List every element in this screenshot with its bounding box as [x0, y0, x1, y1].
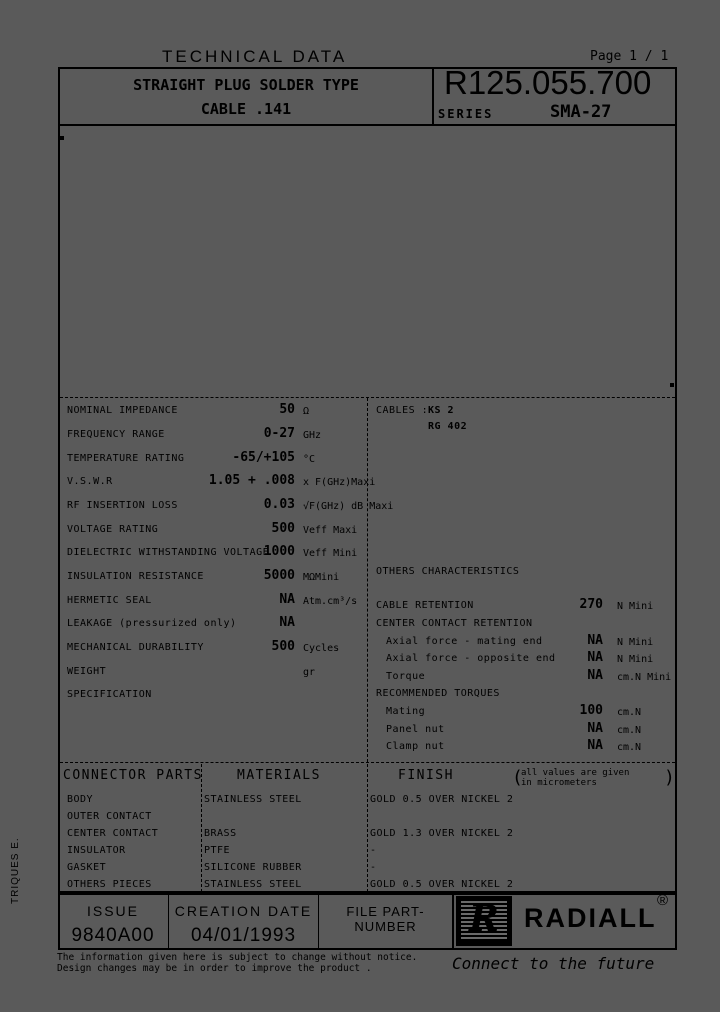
spec-label: RF INSERTION LOSS — [67, 500, 178, 511]
spec-value: 500 — [271, 639, 295, 654]
spec-label: DIELECTRIC WITHSTANDING VOLTAGE — [67, 547, 270, 558]
part-finish: GOLD 1.3 OVER NICKEL 2 — [370, 828, 514, 839]
cable-value: KS 2 — [428, 405, 455, 416]
cable-value: RG 402 — [428, 421, 468, 432]
creation-date-value: 04/01/1993 — [190, 925, 297, 946]
spec-value: 0.03 — [263, 497, 295, 512]
others-value: NA — [587, 738, 603, 753]
spec-label: HERMETIC SEAL — [67, 595, 152, 606]
spec-label: FREQUENCY RANGE — [67, 429, 165, 440]
file-part-number-label: FILE PART-NUMBER — [346, 904, 425, 934]
part-finish: - — [370, 845, 377, 856]
spec-label: WEIGHT — [67, 666, 107, 677]
part-material: PTFE — [204, 845, 231, 856]
others-label: Torque — [386, 671, 426, 682]
materials-column-header: MATERIALS — [237, 768, 321, 783]
part-name: INSULATOR — [67, 845, 126, 856]
spec-value: 1.05 + .008 — [208, 473, 295, 488]
others-label: Axial force - opposite end — [386, 653, 556, 664]
others-unit: cm.N — [617, 707, 642, 718]
others-unit: cm.N — [617, 742, 642, 753]
others-unit: N Mini — [617, 601, 654, 612]
page-indicator: Page 1 / 1 — [590, 49, 669, 64]
finish-note-line1: all values are given — [521, 768, 630, 778]
registered-mark: ® — [657, 892, 669, 909]
finish-column-header: FINISH — [398, 768, 454, 783]
spec-value: 50 — [279, 402, 295, 417]
others-label: CENTER CONTACT RETENTION — [376, 618, 533, 629]
author-side-label: TRIQUES E. — [10, 837, 21, 904]
corner-mark — [60, 136, 64, 140]
spec-unit: Cycles — [303, 643, 340, 654]
others-label: Panel nut — [386, 724, 445, 735]
spec-label: LEAKAGE (pressurized only) — [67, 618, 237, 629]
others-value: 100 — [579, 703, 603, 718]
part-name: OTHERS PIECES — [67, 879, 152, 890]
document-title: TECHNICAL DATA — [162, 47, 348, 66]
spec-unit: gr — [303, 667, 316, 678]
others-label: Clamp nut — [386, 741, 445, 752]
part-finish: GOLD 0.5 OVER NICKEL 2 — [370, 794, 514, 805]
cables-label: CABLES : — [376, 405, 429, 416]
part-name: OUTER CONTACT — [67, 811, 152, 822]
radiall-logo-icon — [456, 896, 512, 946]
part-name: CENTER CONTACT — [67, 828, 159, 839]
others-label: RECOMMENDED TORQUES — [376, 688, 500, 699]
spec-unit: °C — [303, 454, 316, 465]
issue-value: 9840A00 — [71, 925, 155, 946]
creation-date-label: CREATION DATE — [174, 903, 313, 919]
others-label: Mating — [386, 706, 426, 717]
spec-value: 500 — [271, 521, 295, 536]
issue-label: ISSUE — [86, 903, 139, 919]
disclaimer-line1: The information given here is subject to change without notice. — [57, 952, 418, 963]
others-value: NA — [587, 721, 603, 736]
note-bracket-left: ( — [512, 767, 523, 788]
spec-unit: Ω — [303, 406, 310, 417]
corner-mark — [670, 383, 674, 387]
others-value: NA — [587, 668, 603, 683]
part-name: BODY — [67, 794, 94, 805]
others-label: Axial force - mating end — [386, 636, 543, 647]
others-title: OTHERS CHARACTERISTICS — [376, 566, 520, 577]
product-description-line2: CABLE .141 — [200, 100, 292, 118]
part-material: STAINLESS STEEL — [204, 794, 302, 805]
slogan: Connect to the future — [452, 954, 655, 973]
others-unit: cm.N Mini — [617, 672, 672, 683]
spec-label: SPECIFICATION — [67, 689, 152, 700]
spec-value: 0-27 — [263, 426, 295, 441]
disclaimer-line2: Design changes may be in order to improve the product . — [57, 963, 372, 974]
part-name: GASKET — [67, 862, 107, 873]
brand-name: RADIALL — [524, 903, 657, 933]
part-material: STAINLESS STEEL — [204, 879, 302, 890]
part-material: BRASS — [204, 828, 237, 839]
parts-column-header: CONNECTOR PARTS — [63, 768, 203, 783]
others-value: NA — [587, 633, 603, 648]
spec-label: V.S.W.R — [67, 476, 113, 487]
others-unit: cm.N — [617, 725, 642, 736]
spec-value: NA — [279, 615, 295, 630]
spec-unit: x F(GHz)Maxi — [303, 477, 376, 488]
others-unit: N Mini — [617, 637, 654, 648]
product-description-line1: STRAIGHT PLUG SOLDER TYPE — [133, 76, 359, 94]
spec-value: -65/+105 — [232, 450, 295, 465]
spec-value: 1000 — [263, 544, 295, 559]
others-value: NA — [587, 650, 603, 665]
finish-note-line2: in micrometers — [521, 778, 597, 788]
spec-label: INSULATION RESISTANCE — [67, 571, 204, 582]
spec-label: NOMINAL IMPEDANCE — [67, 405, 178, 416]
part-finish: - — [370, 862, 377, 873]
spec-unit: Atm.cm³/s — [303, 596, 358, 607]
others-unit: N Mini — [617, 654, 654, 665]
others-value: 270 — [579, 597, 603, 612]
series-label: SERIES — [438, 107, 494, 121]
logo-letter: R — [469, 898, 499, 940]
spec-unit: Veff Mini — [303, 548, 358, 559]
spec-label: VOLTAGE RATING — [67, 524, 159, 535]
spec-label: MECHANICAL DURABILITY — [67, 642, 204, 653]
spec-label: TEMPERATURE RATING — [67, 453, 185, 464]
part-finish: GOLD 0.5 OVER NICKEL 2 — [370, 879, 514, 890]
part-number: R125.055.700 — [444, 64, 652, 101]
spec-value: 5000 — [263, 568, 295, 583]
series-value: SMA-27 — [550, 102, 612, 122]
note-bracket-right: ) — [664, 767, 675, 788]
spec-unit: MΩMini — [303, 572, 340, 583]
others-label: CABLE RETENTION — [376, 600, 474, 611]
spec-unit: Veff Maxi — [303, 525, 358, 536]
spec-value: NA — [279, 592, 295, 607]
spec-unit: √F(GHz) dB Maxi — [303, 501, 394, 512]
part-material: SILICONE RUBBER — [204, 862, 302, 873]
spec-unit: GHz — [303, 430, 322, 441]
